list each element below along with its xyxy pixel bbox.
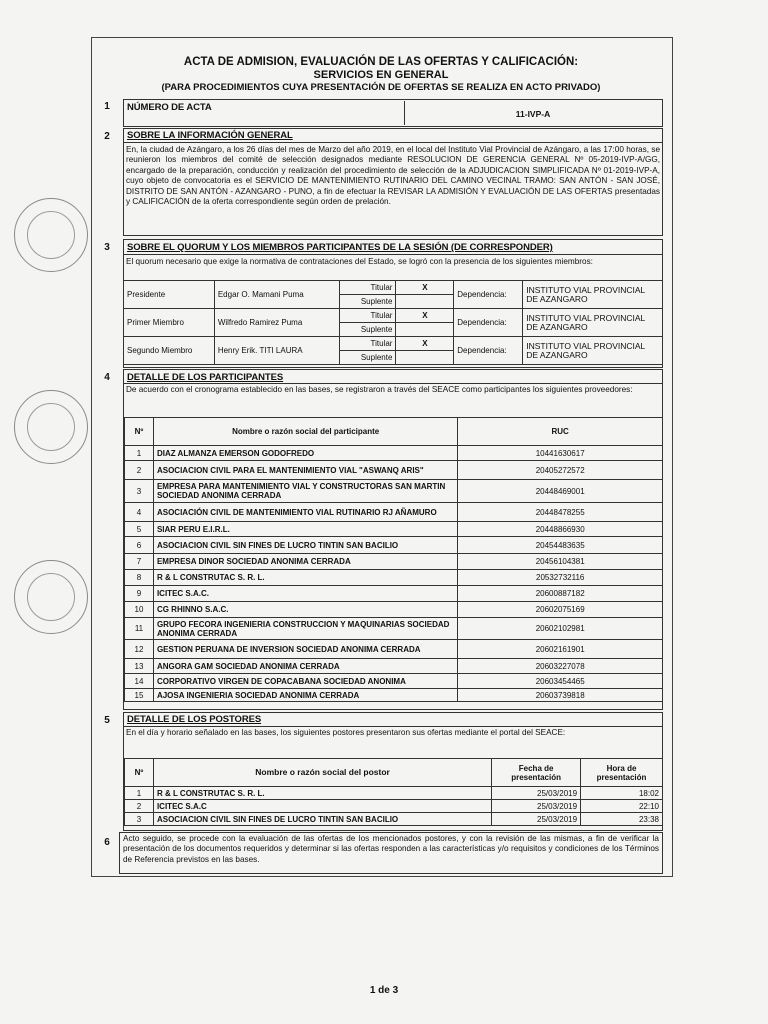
seal-stamp-1 (14, 198, 88, 272)
section-5-text: En el día y horario señalado en las bases, los siguientes postores presentaron sus ofertas mediante el portal del SEACE: (126, 728, 566, 737)
participant-name: EMPRESA PARA MANTENIMIENTO VIAL Y CONSTRUCTORAS SAN MARTIN SOCIEDAD ANONIMA CERRADA (153, 480, 457, 503)
row-number: 6 (125, 537, 154, 554)
table-row (125, 787, 663, 800)
titular-mark: X (396, 309, 454, 323)
table-row (125, 570, 663, 586)
row-number: 15 (125, 689, 154, 702)
participant-name: GRUPO FECORA INGENIERIA CONSTRUCCION Y MAQUINARIAS SOCIEDAD ANONIMA CERRADA (153, 618, 457, 640)
table-row (125, 522, 663, 537)
participant-ruc: 20456104381 (458, 554, 663, 570)
dependencia-value: INSTITUTO VIAL PROVINCIAL DE AZANGARO (523, 337, 663, 365)
bidder-hora: 23:38 (581, 813, 663, 826)
bidders-table (124, 758, 663, 826)
section-6-text: Acto seguido, se procede con la evaluación de las ofertas de los mencionados postores, y con la revisión de las mismas, a fin de verificar la presentación de los documentos requeridos y determinar si las ofertas responden a las características y/o requisitos y condiciones de los Términos de Referencia previstos en las bases. (123, 834, 659, 864)
table-row (125, 659, 663, 674)
participant-ruc: 20602161901 (458, 640, 663, 659)
section-2-number: 2 (104, 131, 110, 142)
row-number: 10 (125, 602, 154, 618)
bidder-hora: 22:10 (581, 800, 663, 813)
titular-mark: X (396, 281, 454, 295)
suplente-label: Suplente (339, 351, 396, 365)
participant-ruc: 20603454465 (458, 674, 663, 689)
member-role: Primer Miembro (124, 309, 215, 337)
participant-name: ANGORA GAM SOCIEDAD ANONIMA CERRADA (153, 659, 457, 674)
table-row (125, 800, 663, 813)
participant-name: AJOSA INGENIERIA SOCIEDAD ANONIMA CERRADA (153, 689, 457, 702)
participant-name: ASOCIACIÓN CIVIL DE MANTENIMIENTO VIAL RUTINARIO RJ AÑAMURO (153, 503, 457, 522)
row-number: 1 (125, 446, 154, 461)
participant-ruc: 20454483635 (458, 537, 663, 554)
seal-stamp-3 (14, 560, 88, 634)
bidders-col-name: Nombre o razón social del postor (153, 759, 491, 787)
titular-label: Titular (339, 281, 396, 295)
suplente-label: Suplente (339, 323, 396, 337)
titular-label: Titular (339, 337, 396, 351)
row-number: 2 (125, 800, 154, 813)
table-row (125, 602, 663, 618)
row-number: 9 (125, 586, 154, 602)
table-row (125, 640, 663, 659)
bidder-name: ICITEC S.A.C (153, 800, 491, 813)
seal-stamp-2 (14, 390, 88, 464)
participant-name: ASOCIACION CIVIL PARA EL MANTENIMIENTO VIAL "ASWANQ ARIS" (153, 461, 457, 480)
table-row (125, 674, 663, 689)
participant-ruc: 20603227078 (458, 659, 663, 674)
participant-name: ASOCIACION CIVIL SIN FINES DE LUCRO TINTIN SAN BACILIO (153, 537, 457, 554)
member-name: Henry Erik. TITI LAURA (214, 337, 339, 365)
section-4-rule (124, 383, 662, 384)
table-row (125, 461, 663, 480)
row-number: 14 (125, 674, 154, 689)
participant-ruc: 20448469001 (458, 480, 663, 503)
participant-name: GESTION PERUANA DE INVERSION SOCIEDAD ANONIMA CERRADA (153, 640, 457, 659)
section-1-title: NÚMERO DE ACTA (127, 102, 212, 113)
section-4-title: DETALLE DE LOS PARTICIPANTES (127, 372, 284, 383)
section-2-text: En, la ciudad de Azángaro, a los 26 días del mes de Marzo del año 2019, en el local del Instituto Vial Provincial de Azángaro, a las 17:00 horas, se reunieron los miembros del comité de selección designados mediante RESOLUCION DE GERENCIA GENERAL Nº 05-2019-IVP-A/GG, encargado de la preparación, conducción y realización del procedimiento de selección de la ADJUDICACION SIMPLIFICADA Nº 01-2019-IVP-A, cuyo objeto de convocatoria es el SERVICIO DE MANTENIMIENTO RUTINARIO DEL CAMINO VECINAL TRAMO: SAN ANTÓN - SAN JOSÉ, DISTRITO DE SAN ANTÓN - AZANGARO - PUNO, a fin de efectuar la REVISAR LA ADMISIÓN Y EVALUACIÓN DE LAS OFERTAS presentadas y CALIFICACIÓN de la oferta correspondiente según orden de prelación. (126, 145, 660, 207)
participant-name: CORPORATIVO VIRGEN DE COPACABANA SOCIEDAD ANONIMA (153, 674, 457, 689)
suplente-mark (396, 323, 454, 337)
row-number: 13 (125, 659, 154, 674)
participant-ruc: 20602102981 (458, 618, 663, 640)
participant-name: EMPRESA DINOR SOCIEDAD ANONIMA CERRADA (153, 554, 457, 570)
row-number: 12 (125, 640, 154, 659)
suplente-mark (396, 295, 454, 309)
table-row (125, 689, 663, 702)
participant-ruc: 20602075169 (458, 602, 663, 618)
acta-number: 11-IVP-A (515, 109, 551, 119)
participant-ruc: 20448866930 (458, 522, 663, 537)
section-3-rule (124, 254, 662, 255)
member-name: Wilfredo Ramirez Puma (214, 309, 339, 337)
participant-ruc: 20532732116 (458, 570, 663, 586)
participants-table (124, 417, 663, 702)
dependencia-label: Dependencia: (454, 309, 523, 337)
bidder-fecha: 25/03/2019 (492, 787, 581, 800)
section-2-rule (124, 142, 662, 143)
table-row (125, 586, 663, 602)
participant-name: DIAZ ALMANZA EMERSON GODOFREDO (153, 446, 457, 461)
member-role: Segundo Miembro (124, 337, 215, 365)
bidders-col-hora: Hora de presentación (581, 759, 663, 787)
suplente-label: Suplente (339, 295, 396, 309)
dependencia-value: INSTITUTO VIAL PROVINCIAL DE AZANGARO (523, 281, 663, 309)
member-row (124, 337, 663, 351)
member-name: Edgar O. Mamani Puma (214, 281, 339, 309)
participants-col-name: Nombre o razón social del participante (153, 418, 457, 446)
member-row (124, 281, 663, 295)
bidder-name: R & L CONSTRUTAC S. R. L. (153, 787, 491, 800)
row-number: 8 (125, 570, 154, 586)
table-row (125, 480, 663, 503)
section-5-rule (124, 726, 662, 727)
section-3-title: SOBRE EL QUORUM Y LOS MIEMBROS PARTICIPANTES DE LA SESIÓN (DE CORRESPONDER) (127, 242, 553, 253)
row-number: 7 (125, 554, 154, 570)
participants-col-n: Nº (125, 418, 154, 446)
dependencia-value: INSTITUTO VIAL PROVINCIAL DE AZANGARO (523, 309, 663, 337)
row-number: 11 (125, 618, 154, 640)
participant-ruc: 20405272572 (458, 461, 663, 480)
row-number: 3 (125, 480, 154, 503)
title-line-2: SERVICIOS EN GENERAL (313, 69, 449, 81)
members-table (123, 280, 663, 365)
member-row (124, 309, 663, 323)
participant-ruc: 20603739818 (458, 689, 663, 702)
section-5-title: DETALLE DE LOS POSTORES (127, 714, 262, 725)
table-row (125, 537, 663, 554)
table-row (125, 503, 663, 522)
section-4-text: De acuerdo con el cronograma establecido en las bases, se registraron a través del SEACE como participantes los siguientes proveedores: (126, 385, 633, 394)
table-row (125, 813, 663, 826)
title-line-3: (PARA PROCEDIMIENTOS CUYA PRESENTACIÓN DE OFERTAS SE REALIZA EN ACTO PRIVADO) (161, 82, 601, 93)
table-row (125, 554, 663, 570)
suplente-mark (396, 351, 454, 365)
participant-ruc: 20600887182 (458, 586, 663, 602)
participant-ruc: 20448478255 (458, 503, 663, 522)
bidder-fecha: 25/03/2019 (492, 813, 581, 826)
bidders-col-fecha: Fecha de presentación (492, 759, 581, 787)
section-3-number: 3 (104, 242, 110, 253)
table-row (125, 618, 663, 640)
section-2-title: SOBRE LA INFORMACIÓN GENERAL (127, 130, 293, 141)
section-4-number: 4 (104, 372, 110, 383)
section-5-number: 5 (104, 715, 110, 726)
section-3-text: El quorum necesario que exige la normativa de contrataciones del Estado, se logró con la presencia de los siguientes miembros: (126, 257, 593, 266)
bidder-hora: 18:02 (581, 787, 663, 800)
participant-ruc: 10441630617 (458, 446, 663, 461)
table-row (125, 446, 663, 461)
row-number: 4 (125, 503, 154, 522)
bidder-fecha: 25/03/2019 (492, 800, 581, 813)
row-number: 3 (125, 813, 154, 826)
row-number: 1 (125, 787, 154, 800)
participant-name: CG RHINNO S.A.C. (153, 602, 457, 618)
participant-name: ICITEC S.A.C. (153, 586, 457, 602)
section-6-number: 6 (104, 837, 110, 848)
row-number: 2 (125, 461, 154, 480)
section-1-number: 1 (104, 101, 110, 112)
member-role: Presidente (124, 281, 215, 309)
participant-name: SIAR PERU E.I.R.L. (153, 522, 457, 537)
page-number: 1 de 3 (369, 985, 399, 996)
participant-name: R & L CONSTRUTAC S. R. L. (153, 570, 457, 586)
titular-mark: X (396, 337, 454, 351)
titular-label: Titular (339, 309, 396, 323)
dependencia-label: Dependencia: (454, 337, 523, 365)
bidder-name: ASOCIACION CIVIL SIN FINES DE LUCRO TINTIN SAN BACILIO (153, 813, 491, 826)
row-number: 5 (125, 522, 154, 537)
participants-col-ruc: RUC (458, 418, 663, 446)
bidders-col-n: Nº (125, 759, 154, 787)
title-line-1: ACTA DE ADMISION, EVALUACIÓN DE LAS OFERTAS Y CALIFICACIÓN: (183, 56, 579, 68)
dependencia-label: Dependencia: (454, 281, 523, 309)
